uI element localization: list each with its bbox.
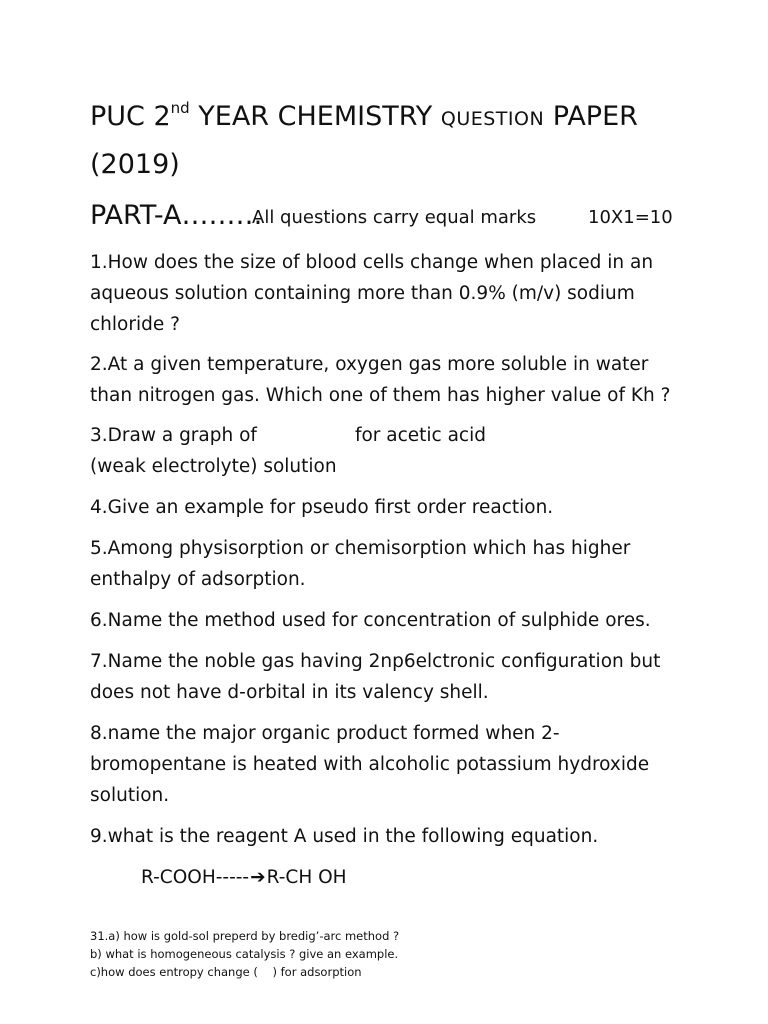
title-superscript: nd — [170, 99, 190, 117]
footer-line-3: c)how does entropy change ( ) for adsorption — [90, 965, 362, 979]
question-5: 5.Among physisorption or chemisorption which has higher enthalpy of adsorption. — [90, 538, 631, 590]
reaction-equation — [141, 862, 347, 893]
page-title — [90, 94, 710, 187]
question-4: 4.Give an example for pseudo first order reaction. — [90, 497, 554, 518]
equation-product: R-CH OH — [266, 867, 347, 888]
question-8: 8.name the major organic product formed when 2-bromopentane is heated with alcoholic potassium hydroxide solution. — [90, 723, 650, 806]
title-middle: YEAR CHEMISTRY — [189, 101, 441, 132]
part-header-row — [90, 196, 730, 236]
question-3-part2: for acetic acid — [354, 425, 486, 446]
question-6: 6.Name the method used for concentration of sulphide ores. — [90, 610, 651, 631]
part-heading: PART-A……… — [90, 200, 263, 231]
question-2: 2.At a given temperature, oxygen gas more soluble in water than nitrogen gas. Which one of them has higher value of Kh ? — [90, 354, 671, 406]
footer-line-2: b) what is homogeneous catalysis ? give an example. — [90, 947, 399, 961]
footer-line-1: 31.a) how is gold-sol preperd by bredig’-arc method ? — [90, 929, 400, 943]
part-description: All questions carry equal marks — [252, 207, 537, 228]
title-year: (2019) — [90, 149, 180, 180]
arrow-icon: ➔ — [250, 867, 266, 888]
question-3 — [90, 420, 486, 451]
title-prefix: PUC 2 — [90, 101, 171, 132]
question-1: 1.How does the size of blood cells change when placed in an aqueous solution containing more than 0.9% (m/v) sodium chloride ? — [90, 252, 654, 335]
question-7: 7.Name the noble gas having 2np6elctronic configuration but does not have d-orbital in its valency shell. — [90, 651, 661, 703]
title-smallcaps: QUESTION — [440, 108, 545, 130]
footer-questions — [90, 927, 690, 981]
equation-reactant: R-COOH----- — [141, 867, 250, 888]
question-9: 9.what is the reagent A used in the following equation. — [90, 826, 599, 847]
question-3-line2: (weak electrolyte) solution — [90, 456, 337, 477]
title-suffix: PAPER — [544, 101, 638, 132]
question-3-part1: 3.Draw a graph of — [90, 425, 257, 446]
part-marks: 10X1=10 — [588, 207, 673, 228]
